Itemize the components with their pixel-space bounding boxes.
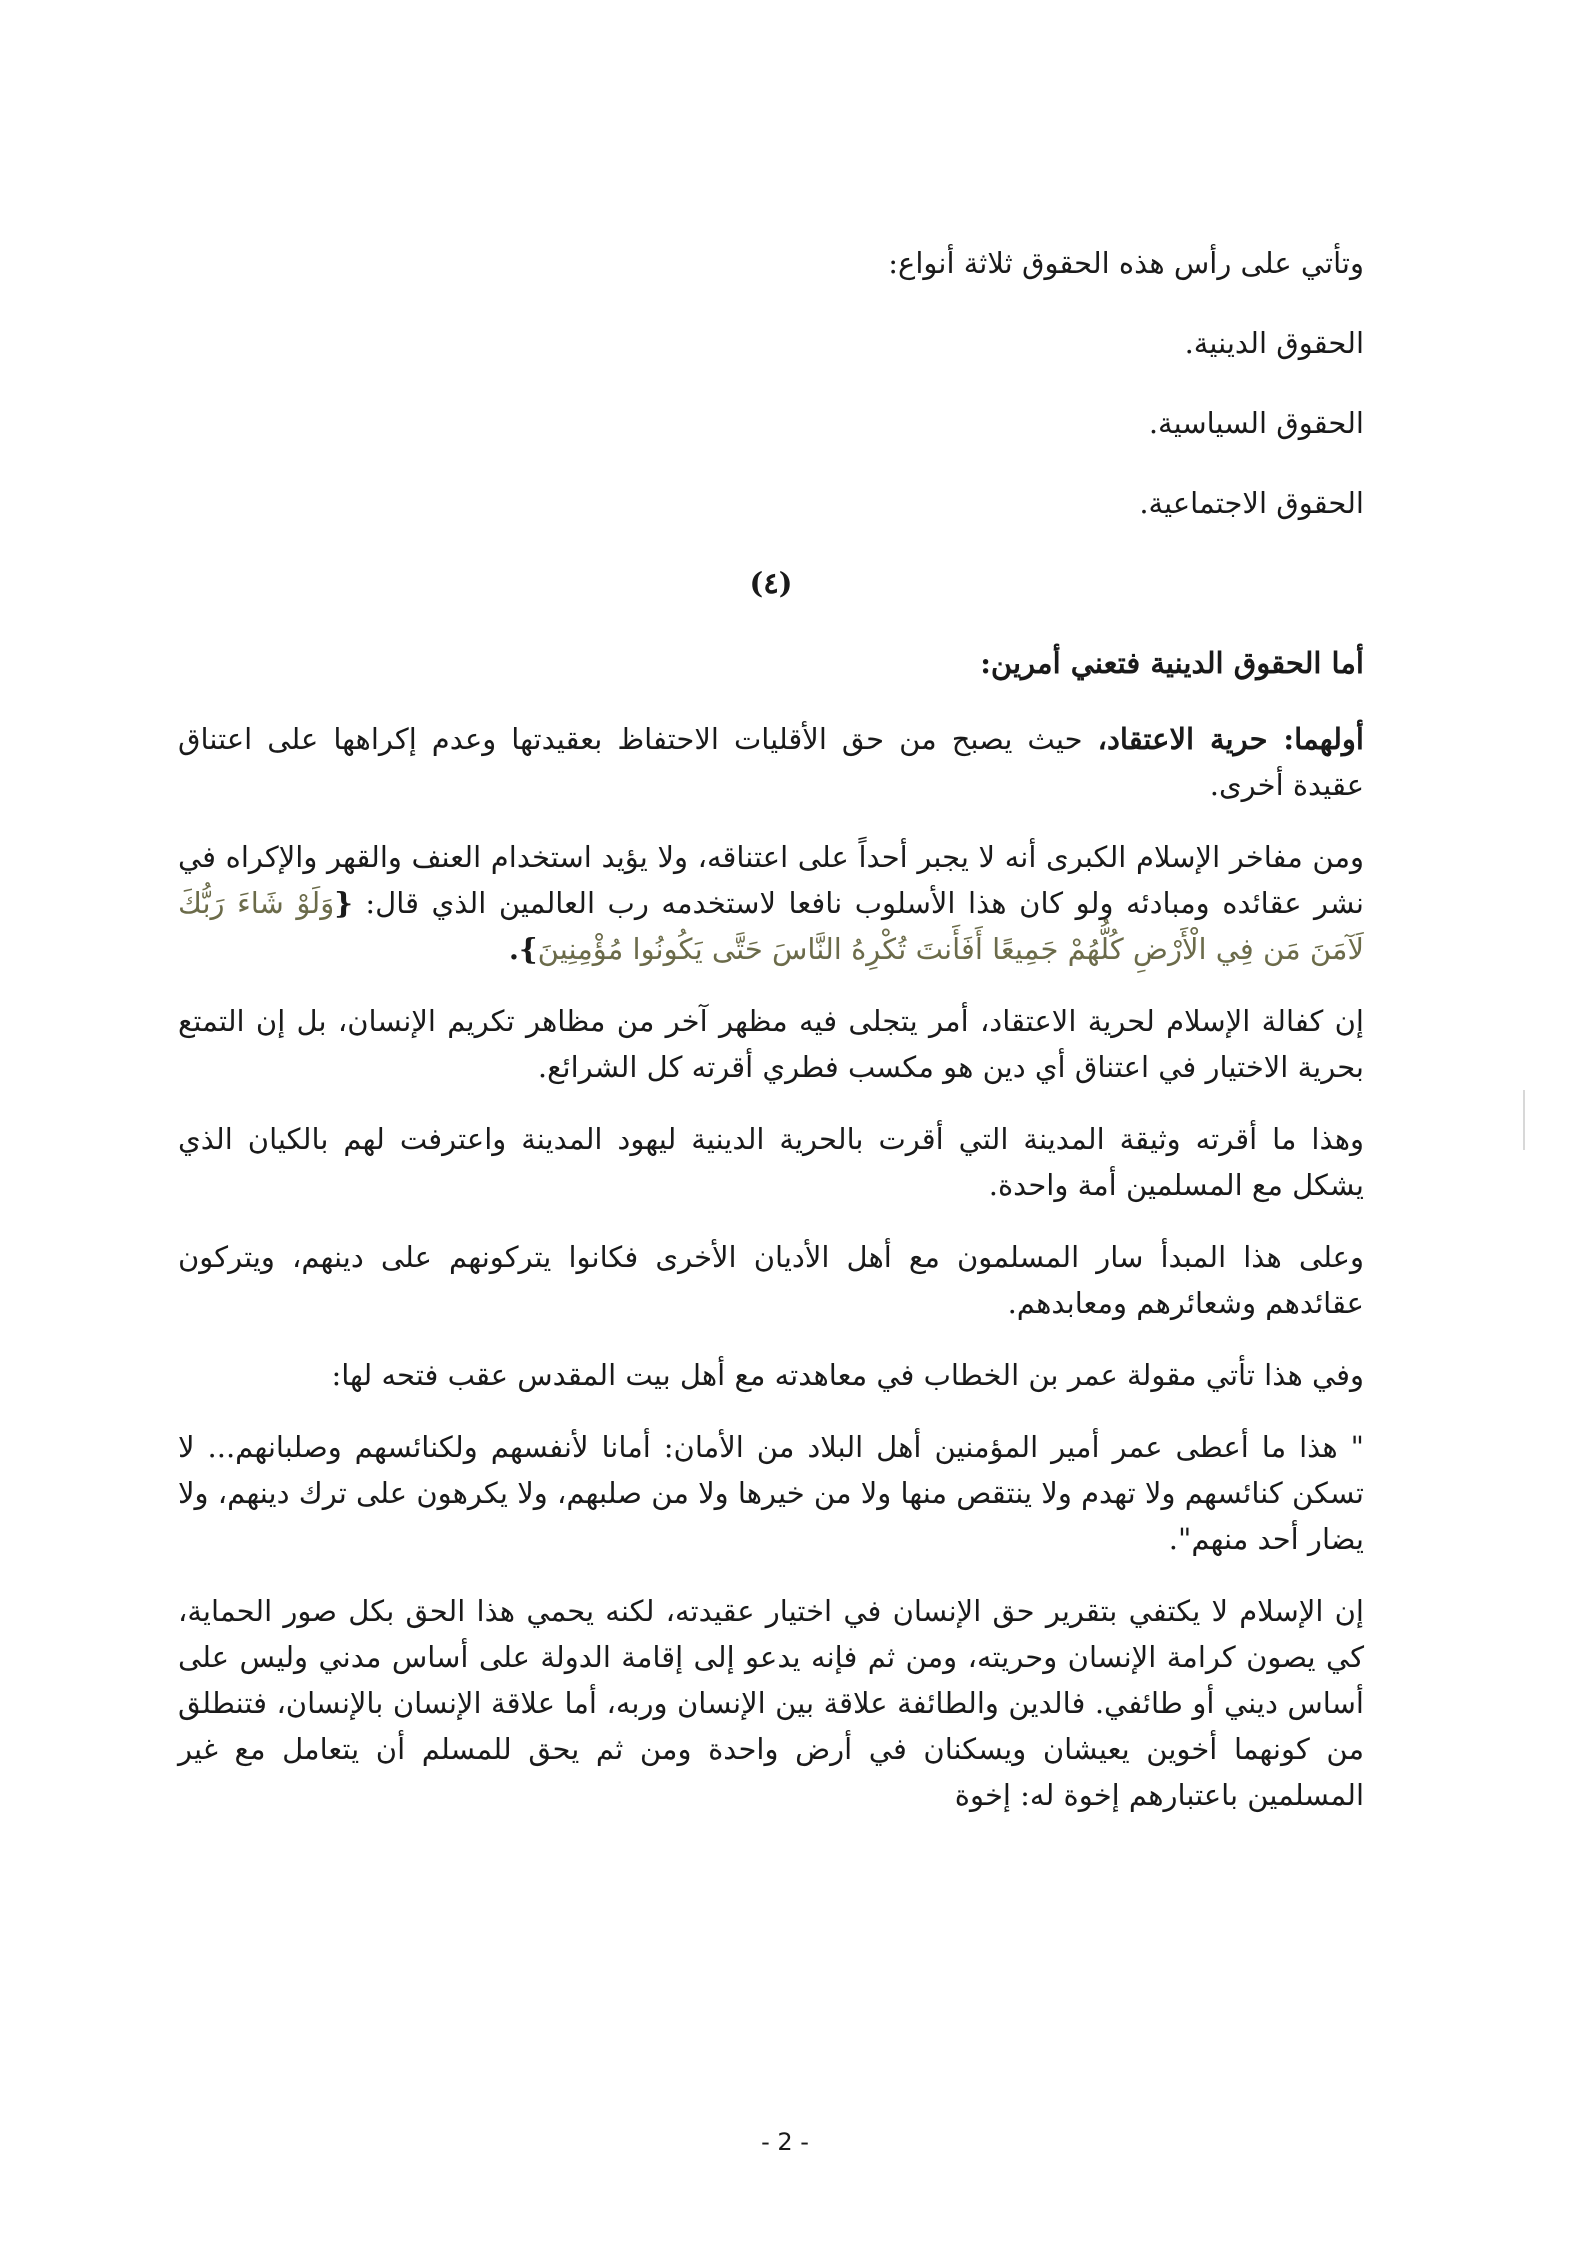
verse-close-bracket: }. — [508, 932, 538, 966]
intro-line: وتأتي على رأس هذه الحقوق ثلاثة أنواع: — [888, 246, 1364, 280]
paragraph-human-dignity: إن كفالة الإسلام لحرية الاعتقاد، أمر يتجلى فيه مظهر آخر من مظاهر تكريم الإنسان، بل إن التمتع بحرية الاختيار في اعتناق أي دين هو مكسب فطري أقرته كل الشرائع. — [178, 1004, 1364, 1084]
paragraph-medina-document: وهذا ما أقرته وثيقة المدينة التي أقرت بالحرية الدينية ليهود المدينة واعترفت لهم بالكيان الذي يشكل مع المسلمين أمة واحدة. — [178, 1122, 1364, 1202]
paragraph-umar-quote: " هذا ما أعطى عمر أمير المؤمنين أهل البلاد من الأمان: أمانا لأنفسهم ولكنائسهم وصلبانهم... لا تسكن كنائسهم ولا تهدم ولا ينتقص منها ولا من خيرها ولا من صلبهم، ولا يكرهون على ترك دينهم، ولا يضار أحد منهم". — [178, 1430, 1364, 1556]
paragraph-umar-intro: وفي هذا تأتي مقولة عمر بن الخطاب في معاهدته مع أهل بيت المقدس عقب فتحه لها: — [331, 1358, 1364, 1392]
document-body — [178, 240, 1364, 1844]
list-item-religious-rights: الحقوق الدينية. — [1184, 326, 1364, 360]
quran-verse: وَلَوْ شَاءَ رَبُّكَ لَآمَنَ مَن فِي الْأَرْضِ كُلُّهُمْ جَمِيعًا أَفَأَنتَ تُكْرِهُ النَّاسَ حَتَّى يَكُونُوا مُؤْمِنِينَ — [178, 886, 1364, 966]
verse-open-bracket: { — [334, 886, 353, 920]
paragraph-civil-state: إن الإسلام لا يكتفي بتقرير حق الإنسان في اختيار عقيدته، لكنه يحمي هذا الحق بكل صور الحماية، كي يصون كرامة الإنسان وحريته، ومن ثم فإنه يدعو إلى إقامة الدولة على أساس مدني وليس على أساس ديني أو طائفي. فالدين والطائفة علاقة بين الإنسان وربه، أما علاقة الإنسان بالإنسان، فتنطلق من كونهما أخوين يعيشان ويسكنان في أرض واحدة ومن ثم يحق للمسلم أن يتعامل مع غير المسلمين باعتبارهم إخوة له: إخوة — [178, 1594, 1364, 1812]
section-number: (٤) — [749, 566, 793, 600]
scan-artifact-line — [1523, 1090, 1525, 1150]
page-number: - 2 - — [761, 2128, 809, 2156]
paragraph-no-compulsion — [178, 834, 1364, 972]
section-heading: أما الحقوق الدينية فتعني أمرين: — [980, 646, 1364, 680]
paragraph-text: ومن مفاخر الإسلام الكبرى أنه لا يجبر أحداً على اعتناقه، ولا يؤيد استخدام العنف والقهر والإكراه في نشر عقائده ومبادئه ولو كان هذا الأسلوب نافعا لاستخدمه رب العالمين الذي قال: — [178, 840, 1364, 920]
list-item-political-rights: الحقوق السياسية. — [1148, 406, 1364, 440]
list-item-social-rights: الحقوق الاجتماعية. — [1139, 486, 1364, 520]
paragraph-muslims-principle: وعلى هذا المبدأ سار المسلمون مع أهل الأديان الأخرى فكانوا يتركونهم على دينهم، ويتركون عقائدهم وشعائرهم ومعابدهم. — [178, 1240, 1364, 1320]
term-freedom-of-belief: أولهما: حرية الاعتقاد، — [1097, 722, 1364, 756]
paragraph-text: حيث يصبح من حق الأقليات الاحتفاظ بعقيدتها وعدم إكراهها على اعتناق عقيدة أخرى. — [178, 722, 1364, 802]
paragraph-freedom-of-belief — [178, 716, 1364, 808]
